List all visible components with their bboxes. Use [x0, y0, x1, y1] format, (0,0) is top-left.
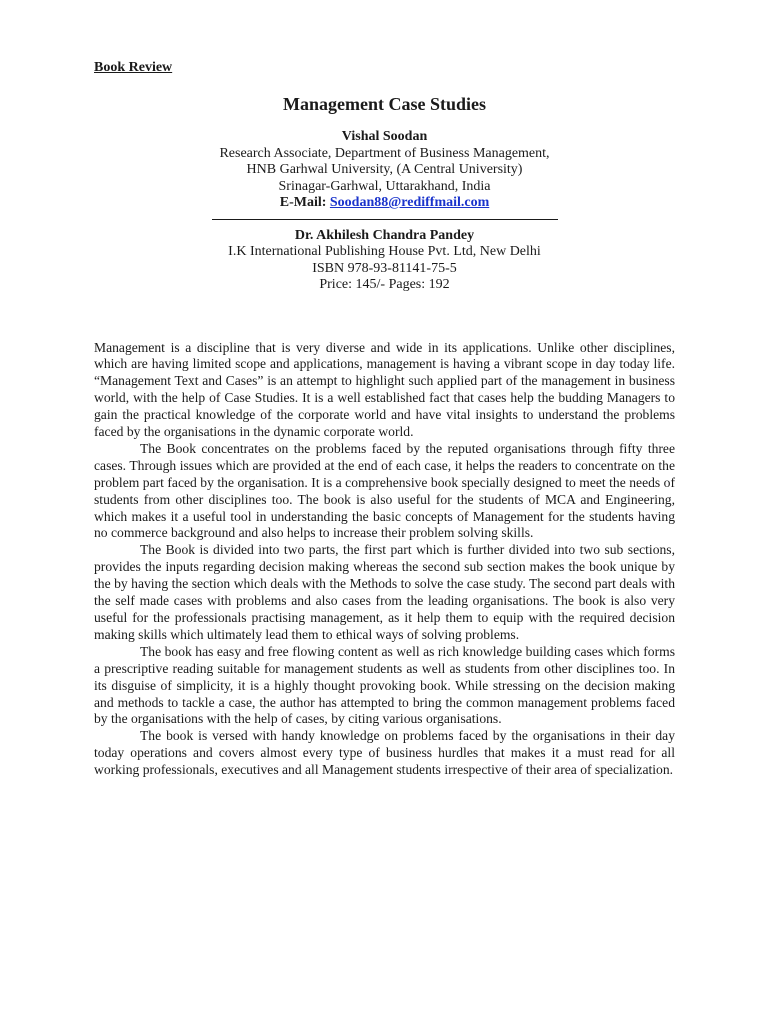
review-paragraph-2: The Book concentrates on the problems faced by the reputed organisations through fifty three cases. Through issues which are provided at the end of each case, it helps the readers to concentrate on the problem part faced by the organisation. It is a comprehensive book specially designed to meet the needs of students from other disciplines too. The book is also useful for the students of MCA and Engineering, which makes it a useful tool in understanding the basic concepts of Management for the students having no commerce background and also helps to increase their problem solving skills. [94, 440, 675, 541]
review-paragraph-1: Management is a discipline that is very diverse and wide in its applications. Unlike other disciplines, which are having limited scope and applications, management is having a vibrant scope in day today life. “Management Text and Cases” is an attempt to highlight such applied part of the management in business world, with the help of Case Studies. It is a well established fact that cases help the budding Managers to gain the practical knowledge of the corporate world and have vital insights to understand the problems faced by the organisations in the dynamic corporate world. [94, 339, 675, 440]
page-title: Management Case Studies [283, 94, 486, 114]
review-paragraph-3: The Book is divided into two parts, the first part which is further divided into two sub sections, provides the inputs regarding decision making whereas the second sub section makes the book unique by the by having the section which deals with the Methods to solve the case study. The second part deals with the self made cases with problems and also cases from the leading organisations. The book is also very useful for the professionals practising management, as it help them to equip with the required decision making skills which ultimately lead them to ethical ways of solving problems. [94, 542, 675, 642]
email-label: E-Mail: [279, 195, 327, 210]
review-paragraph-5: The book is versed with handy knowledge on problems faced by the organisations in their day today operations and covers almost every type of business hurdles that makes it a must read for all working professionals, executives and all Management students irrespective of their area of specialization. [94, 728, 675, 778]
review-paragraph-4: The book has easy and free flowing content as well as rich knowledge building cases which forms a prescriptive reading suitable for management students as well as students from other disciplines too. In its disguise of simplicity, it is a highly thought provoking book. While stressing on the decision making and methods to tackle a case, the author has attempted to bring the common management problems faced by the organisations with the help of cases, by citing various organisations. [94, 643, 675, 727]
section-label: Book Review [94, 60, 173, 75]
document-page [94, 58, 675, 779]
reviewer-affiliation-line-3: Srinagar-Garhwal, Uttarakhand, India [278, 178, 491, 194]
book-price-pages: Price: 145/- Pages: 192 [319, 277, 450, 292]
book-details-block [94, 228, 675, 294]
reviewer-affiliation-line-1: Research Associate, Department of Business Management, [219, 145, 550, 161]
book-isbn: ISBN 978-93-81141-75-5 [312, 260, 457, 276]
email-link[interactable]: Soodan88@rediffmail.com [329, 195, 490, 210]
reviewer-email-line [94, 195, 675, 212]
reviewer-affiliation-line-2: HNB Garhwal University, (A Central University) [246, 162, 523, 177]
separator-rule [212, 219, 558, 220]
book-publisher: I.K International Publishing House Pvt. Ltd, New Delhi [228, 244, 541, 259]
reviewer-name: Vishal Soodan [341, 129, 428, 144]
review-body [94, 340, 675, 780]
book-author: Dr. Akhilesh Chandra Pandey [294, 227, 475, 243]
reviewer-block [94, 129, 675, 212]
